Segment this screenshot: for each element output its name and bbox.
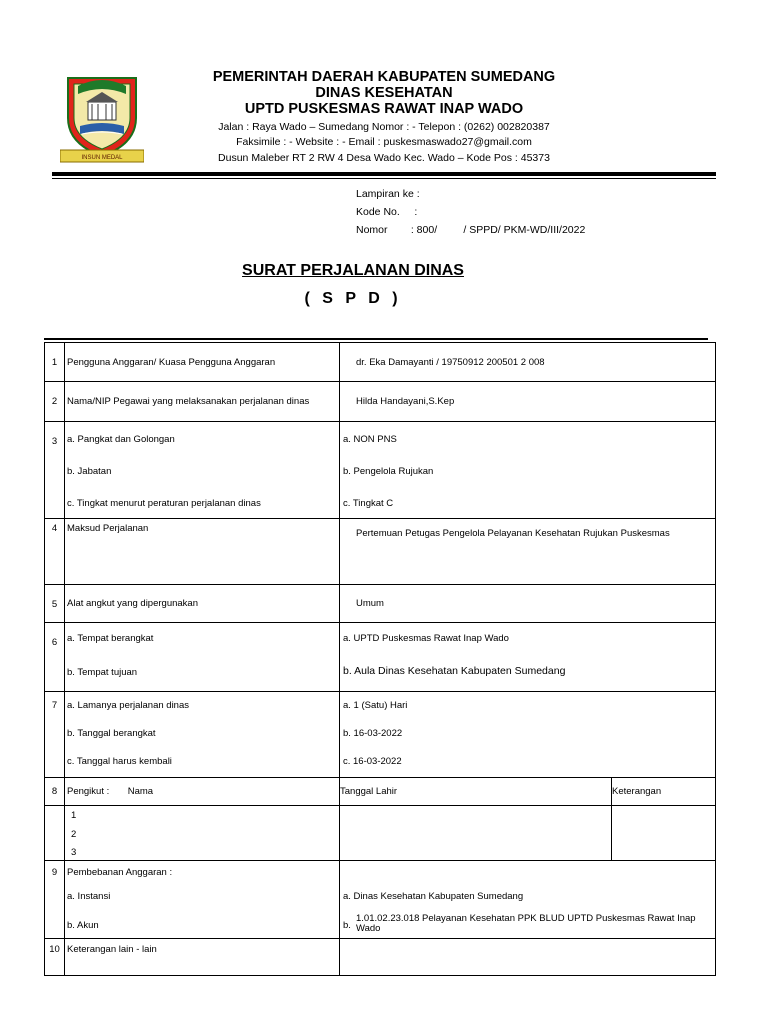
document-subtitle: ( S P D ) [304, 290, 402, 307]
row-label-a: a. Instansi [67, 891, 111, 902]
row-number: 3 [45, 422, 65, 519]
row-label-c: c. Tanggal harus kembali [67, 756, 172, 767]
row-value-c: c. Tingkat C [343, 498, 394, 509]
spd-form-table [44, 342, 716, 976]
row-value: dr. Eka Damayanti / 19750912 200501 2 008 [356, 357, 545, 368]
row-label: Keterangan lain - lain [67, 944, 157, 955]
row-number: 10 [45, 939, 65, 976]
table-row [45, 585, 716, 623]
header-department: DINAS KESEHATAN [315, 85, 453, 101]
table-row [45, 382, 716, 422]
pengikut-item: 3 [71, 847, 77, 858]
row-value-b: b. 16-03-2022 [343, 728, 403, 739]
table-row [45, 623, 716, 692]
table-row [45, 778, 716, 806]
row-label-a: a. Pangkat dan Golongan [67, 434, 175, 445]
row-label-a: a. Lamanya perjalanan dinas [67, 700, 190, 711]
row-label: Maksud Perjalanan [67, 523, 149, 534]
header-postal: Dusun Maleber RT 2 RW 4 Desa Wado Kec. Wado – Kode Pos : 45373 [218, 152, 550, 164]
row-value: Hilda Handayani,S.Kep [356, 396, 455, 407]
table-row [45, 861, 716, 939]
table-row [45, 806, 716, 861]
row-label: Nama/NIP Pegawai yang melaksanakan perjalanan dinas [67, 396, 310, 407]
kode-line: Kode No. : [356, 206, 418, 218]
row-number: 4 [45, 519, 65, 585]
row-label: Pengguna Anggaran/ Kuasa Pengguna Anggaran [67, 357, 276, 368]
row-number: 5 [45, 585, 65, 623]
row-value-a: a. Dinas Kesehatan Kabupaten Sumedang [343, 891, 524, 902]
lampiran-line: Lampiran ke : [356, 188, 420, 200]
table-row [45, 692, 716, 778]
row-number: 9 [45, 861, 65, 939]
row-label: Pembebanan Anggaran : [67, 867, 173, 878]
row-label: Pengikut : Nama [67, 786, 154, 797]
row-label-b: b. Akun [67, 920, 99, 931]
row-label-a: a. Tempat berangkat [67, 633, 154, 644]
row-value: Umum [356, 598, 384, 609]
column-tanggal-lahir: Tanggal Lahir [340, 786, 398, 797]
row-number: 7 [45, 692, 65, 778]
table-row [45, 422, 716, 519]
row-label-b: b. Tanggal berangkat [67, 728, 156, 739]
pengikut-item: 1 [71, 810, 77, 821]
document-title: SURAT PERJALANAN DINAS [242, 262, 464, 279]
row-value-b: 1.01.02.23.018 Pelayanan Kesehatan PPK BLUD UPTD Puskesmas Rawat Inap Wado [356, 913, 696, 934]
column-keterangan: Keterangan [612, 786, 662, 797]
row-number: 2 [45, 382, 65, 422]
row-value-a: a. UPTD Puskesmas Rawat Inap Wado [343, 633, 509, 644]
table-row [45, 343, 716, 382]
header-rule-thick [52, 172, 716, 176]
row-label-c: c. Tingkat menurut peraturan perjalanan dinas [67, 498, 261, 509]
row-value-c: c. 16-03-2022 [343, 756, 402, 767]
row-value-b: b. Aula Dinas Kesehatan Kabupaten Sumedang [343, 665, 566, 677]
nomor-line: Nomor : 800/ / SPPD/ PKM-WD/III/2022 [356, 224, 586, 236]
row-value: Pertemuan Petugas Pengelola Pelayanan Kesehatan Rujukan Puskesmas [356, 528, 670, 539]
header-address: Jalan : Raya Wado – Sumedang Nomor : - Telepon : (0262) 002820387 [218, 121, 550, 133]
row-label: Alat angkut yang dipergunakan [67, 598, 198, 609]
row-number: 6 [45, 623, 65, 692]
row-label-b: b. Jabatan [67, 466, 112, 477]
header-institution: UPTD PUSKESMAS RAWAT INAP WADO [244, 101, 524, 117]
table-row [45, 939, 716, 976]
logo-motto: INSUN MEDAL [81, 155, 123, 161]
row-number: 1 [45, 343, 65, 382]
row-value-a: a. NON PNS [343, 434, 397, 445]
row-value-b-prefix: b. [343, 920, 351, 931]
table-row [45, 519, 716, 585]
row-value-b: b. Pengelola Rujukan [343, 466, 434, 477]
header-government: PEMERINTAH DAERAH KABUPATEN SUMEDANG [212, 69, 556, 85]
pengikut-item: 2 [71, 829, 77, 840]
table-top-rule [44, 338, 708, 340]
header-contact: Faksimile : - Website : - Email : puskesmaswado27@gmail.com [236, 136, 532, 148]
row-number: 8 [45, 778, 65, 806]
row-label-b: b. Tempat tujuan [67, 667, 138, 678]
row-value-a: a. 1 (Satu) Hari [343, 700, 408, 711]
header-rule-thin [52, 178, 716, 179]
